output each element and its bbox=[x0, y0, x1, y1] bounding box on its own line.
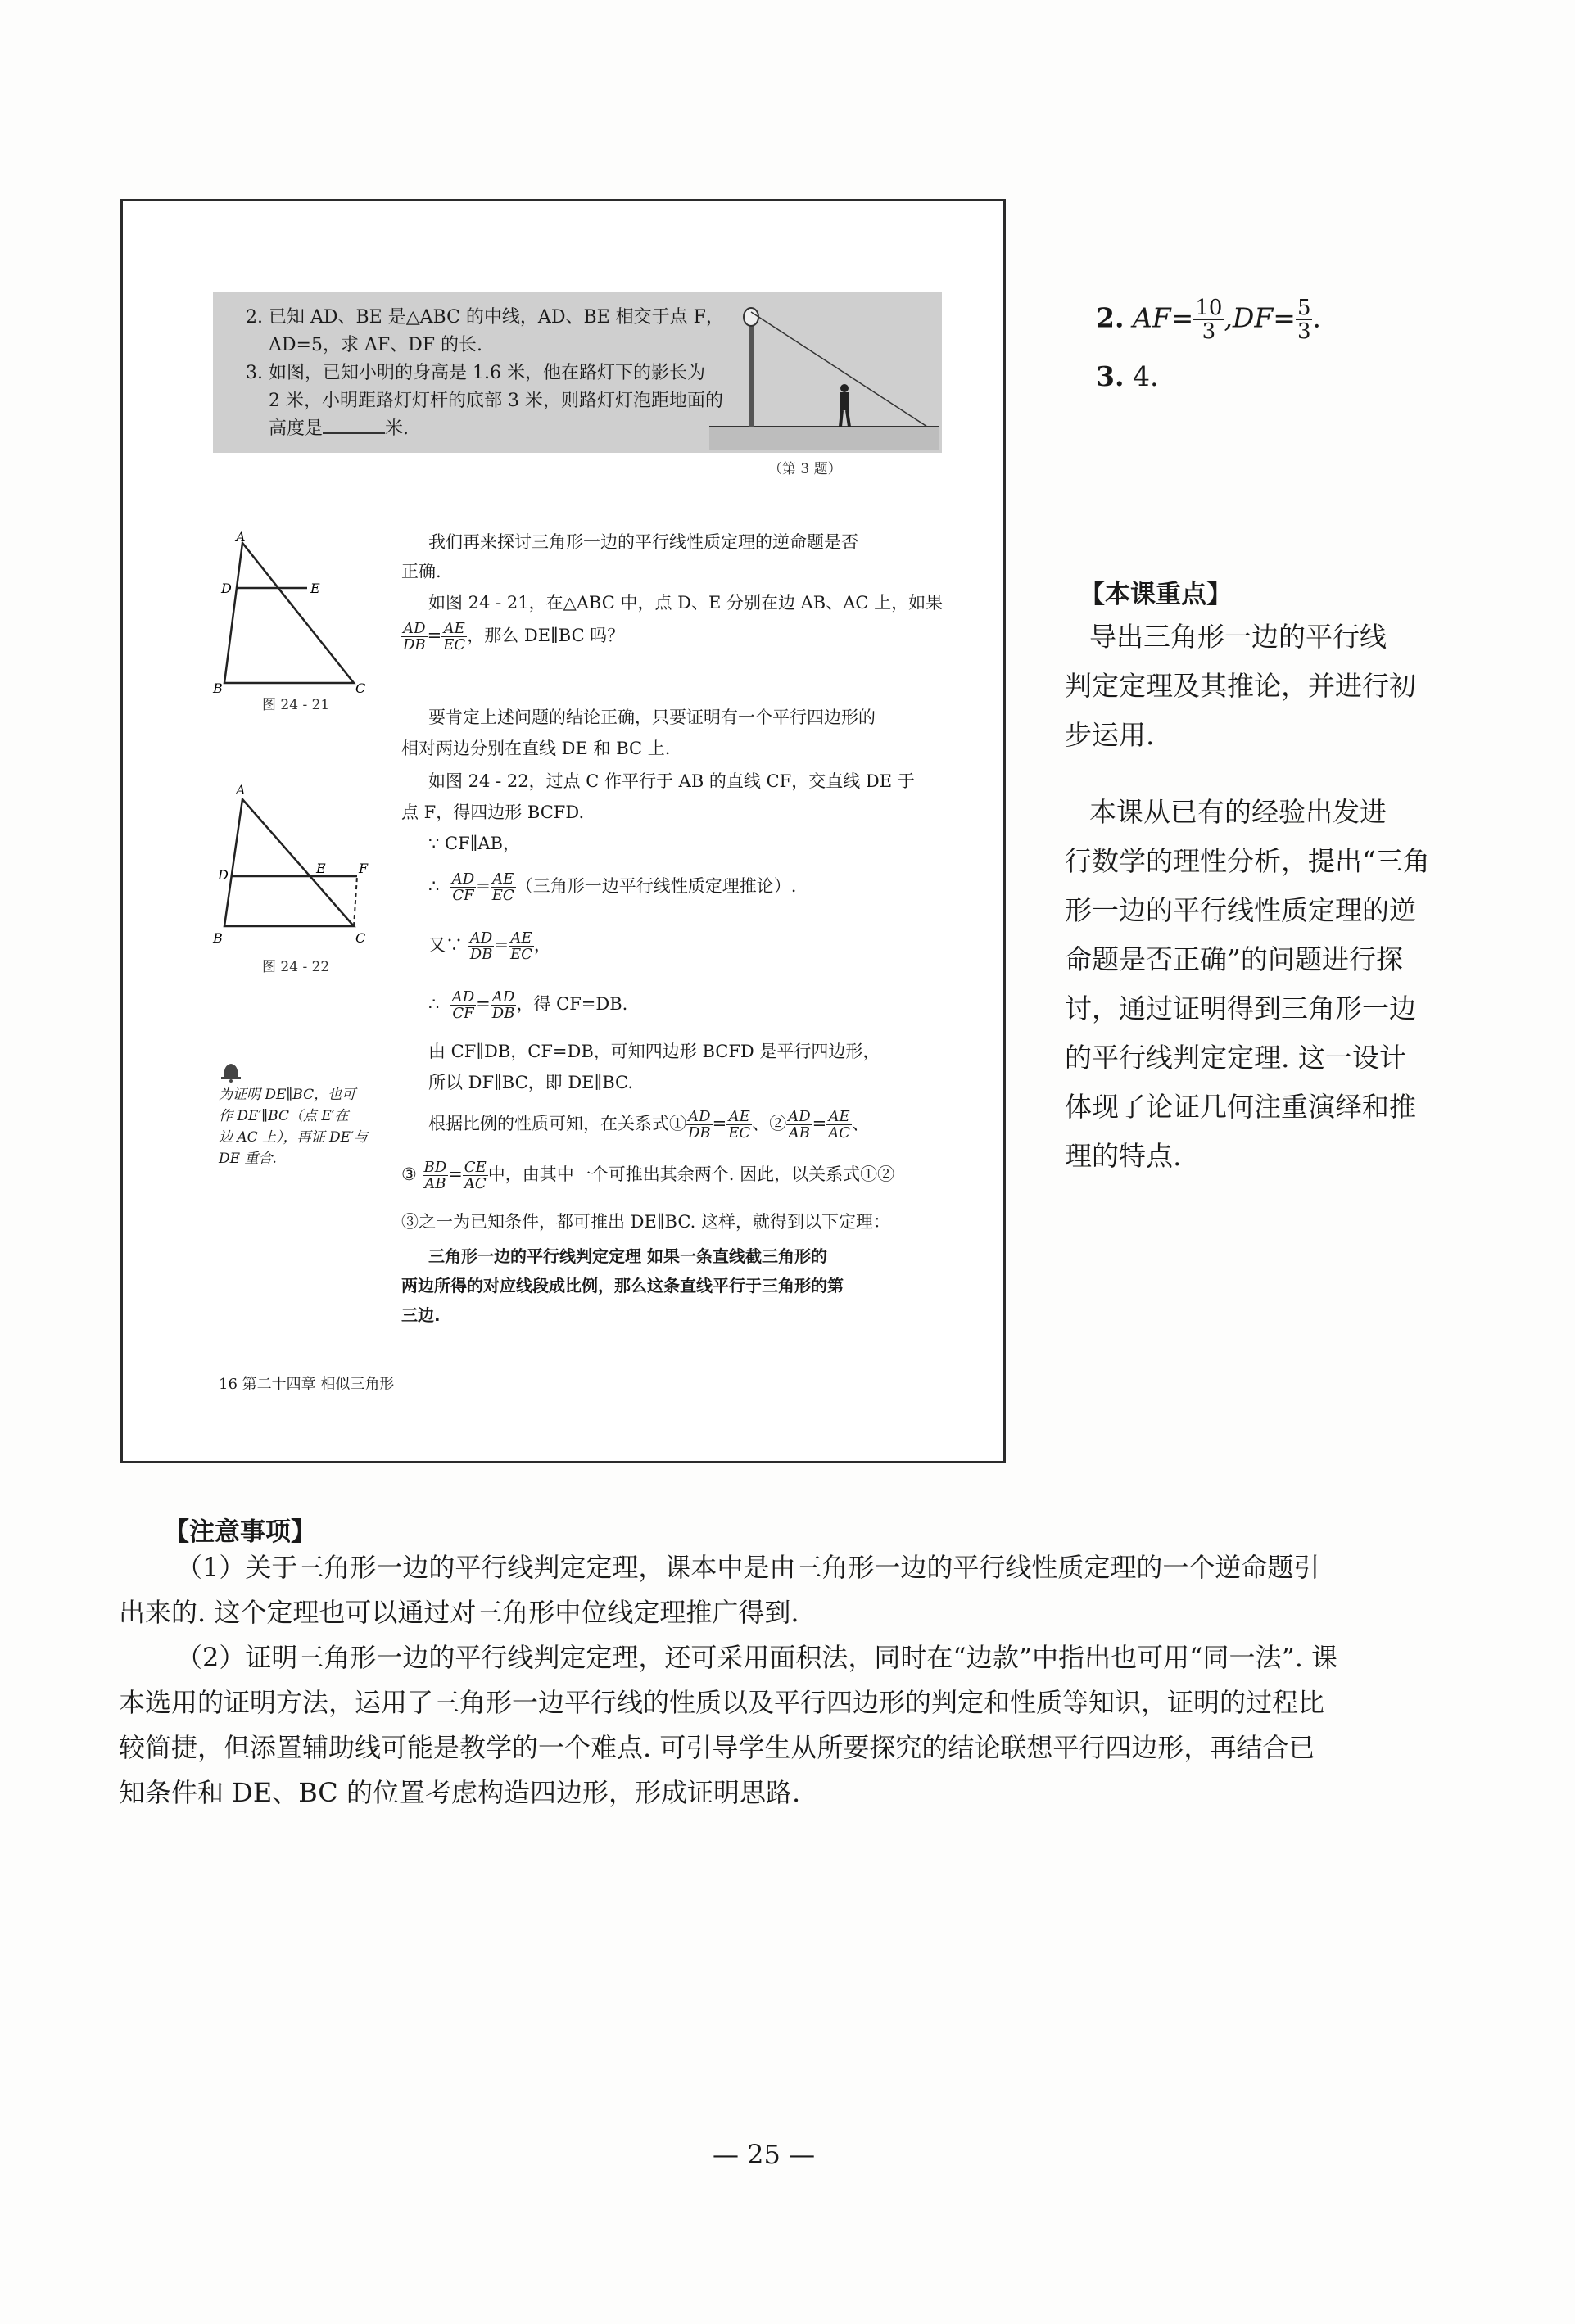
label-a: A bbox=[236, 529, 246, 545]
segment-cf bbox=[354, 876, 357, 926]
label-e: E bbox=[316, 861, 326, 876]
paragraph-2-line2: $\frac{AD}{DB}$ = $\frac{AE}{EC}$ ，那么 DE∥BC 吗？ bbox=[403, 620, 625, 653]
fraction-ad-ab: $\frac{AD}{AB}$ bbox=[788, 1108, 811, 1142]
label-d: D bbox=[221, 581, 232, 596]
label-b: B bbox=[213, 930, 223, 946]
paragraph-3-line2: 相对两边分别在直线 DE 和 BC 上. bbox=[401, 739, 671, 758]
fraction-ae-ec: $\frac{AE}{EC}$ bbox=[491, 870, 514, 904]
key-point-text bbox=[1065, 613, 1416, 760]
proof-step-1: ∵ CF∥AB， bbox=[428, 834, 520, 853]
figure-24-21 bbox=[213, 529, 366, 696]
bell-icon bbox=[219, 1060, 243, 1083]
fraction-5-3: $\frac{5}{3}$ bbox=[1297, 296, 1311, 344]
answer-blank bbox=[323, 418, 385, 434]
exercise-q3-text-b: 米. bbox=[385, 418, 410, 439]
fraction-ae-ec: $\frac{AE}{EC}$ bbox=[728, 1108, 751, 1142]
key-point-line: 判定定理及其推论，并进行初 bbox=[1065, 670, 1416, 702]
fraction-ad-cf: $\frac{AD}{CF}$ bbox=[451, 870, 475, 904]
exercise-q2-line2: AD=5，求 AF、DF 的长. bbox=[269, 335, 482, 355]
key-point-line: 导出三角形一边的平行线 bbox=[1089, 621, 1387, 653]
fraction-ad-db: $\frac{AD}{DB}$ bbox=[491, 988, 515, 1022]
lamp-pole bbox=[749, 322, 754, 427]
design-note-line: 讨，通过证明得到三角形一边 bbox=[1065, 992, 1416, 1024]
design-note-line: 体现了论证几何注重演绎和推 bbox=[1065, 1091, 1416, 1123]
notes-line: 本选用的证明方法，运用了三角形一边平行线的性质以及平行四边形的判定和性质等知识，证明的过程比 bbox=[119, 1687, 1325, 1718]
exercise-q3-line1: 3. 如图，已知小明的身高是 1.6 米，他在路灯下的影长为 bbox=[246, 363, 705, 383]
label-e: E bbox=[310, 581, 320, 596]
exercise-q3-line2: 2 米，小明距路灯灯杆的底部 3 米，则路灯灯泡距地面的 bbox=[269, 391, 723, 411]
key-point-line: 步运用. bbox=[1065, 719, 1155, 751]
design-note-line: 命题是否正确”的问题进行探 bbox=[1065, 943, 1403, 975]
paragraph-6: ③ $\frac{BD}{AB}$ = $\frac{CE}{AC}$ 中，由其中一个可推出其余两个. 因此，以关系式①② bbox=[401, 1159, 895, 1192]
figure3-caption: （第 3 题） bbox=[768, 461, 842, 477]
fraction-ae-ac: $\frac{AE}{AC}$ bbox=[828, 1108, 851, 1142]
notes-line: 知条件和 DE、BC 的位置考虑构造四边形，形成证明思路. bbox=[119, 1777, 801, 1808]
theorem-line3: 三边. bbox=[401, 1305, 441, 1325]
exercise-q2-line1: 2. 已知 AD、BE 是△ABC 的中线，AD、BE 相交于点 F， bbox=[246, 307, 724, 328]
proof-step-3: 又∵ $\frac{AD}{DB}$ = $\frac{AE}{EC}$ ， bbox=[428, 929, 551, 963]
answer-q3: 3. 4. bbox=[1096, 360, 1159, 392]
proof-step-2: ∴ $\frac{AD}{CF}$ = $\frac{AE}{EC}$ （三角形一边平行线性质定理推论）. bbox=[428, 870, 797, 904]
fraction-ad-db: $\frac{AD}{DB}$ bbox=[403, 620, 426, 653]
triangle-abc bbox=[224, 543, 354, 683]
theorem-line2: 两边所得的对应线段成比例，那么这条直线平行于三角形的第 bbox=[401, 1276, 844, 1295]
page-number: — 25 — bbox=[713, 2139, 816, 2170]
paragraph-4-line2: 点 F，得四边形 BCFD. bbox=[401, 803, 585, 822]
design-note-line: 理的特点. bbox=[1065, 1140, 1182, 1172]
paragraph-7: ③之一为已知条件，都可推出 DE∥BC. 这样，就得到以下定理： bbox=[401, 1212, 891, 1232]
book-page-footer: 16 第二十四章 相似三角形 bbox=[219, 1376, 395, 1393]
design-note-line: 的平行线判定定理. 这一设计 bbox=[1065, 1042, 1406, 1074]
fraction-ae-ec: $\frac{AE}{EC}$ bbox=[509, 929, 532, 963]
fraction-ad-db: $\frac{AD}{DB}$ bbox=[688, 1108, 711, 1142]
exercise-q3-line3 bbox=[269, 417, 409, 441]
side-note-line: 为证明 DE∥BC，也可 bbox=[219, 1087, 356, 1103]
fraction-ae-ec: $\frac{AE}{EC}$ bbox=[443, 620, 466, 653]
answer-q2: 2. AF= $\frac{10}{3}$ ,DF= $\frac{5}{3}$ . bbox=[1096, 296, 1321, 344]
side-note-line: 边 AC 上），再证 DE′与 bbox=[219, 1129, 368, 1146]
label-c: C bbox=[355, 930, 366, 946]
design-note-line: 行数学的理性分析，提出“三角 bbox=[1065, 845, 1430, 877]
label-a: A bbox=[236, 782, 246, 798]
fraction-ad-cf: $\frac{AD}{CF}$ bbox=[451, 988, 475, 1022]
paragraph-4-line1: 如图 24 - 22，过点 C 作平行于 AB 的直线 CF，交直线 DE 于 bbox=[428, 771, 915, 791]
key-point-heading: 【本课重点】 bbox=[1079, 580, 1232, 609]
notes-line: （2）证明三角形一边的平行线判定定理，还可采用面积法，同时在“边款”中指出也可用“同一法”. 课 bbox=[176, 1642, 1338, 1673]
label-c: C bbox=[355, 680, 366, 696]
exercise-q3-text-a: 高度是 bbox=[269, 418, 324, 439]
notes-text bbox=[119, 1545, 1337, 1815]
side-note-line: DE 重合. bbox=[219, 1151, 277, 1167]
light-ray bbox=[751, 312, 927, 427]
theorem-line1: 三角形一边的平行线判定定理 如果一条直线截三角形的 bbox=[428, 1246, 827, 1266]
proof-step-5: 由 CF∥DB，CF=DB，可知四边形 BCFD 是平行四边形， bbox=[428, 1042, 880, 1061]
figure-24-22-caption: 图 24 - 22 bbox=[262, 959, 330, 975]
paragraph-1-line1: 我们再来探讨三角形一边的平行线性质定理的逆命题是否 bbox=[428, 532, 858, 552]
lamp-figure bbox=[709, 304, 939, 450]
notes-line: 出来的. 这个定理也可以通过对三角形中位线定理推广得到. bbox=[119, 1597, 799, 1628]
lamp-bulb bbox=[744, 308, 758, 326]
fraction-ce-ac: $\frac{CE}{AC}$ bbox=[464, 1159, 487, 1192]
label-b: B bbox=[213, 680, 223, 696]
fraction-bd-ab: $\frac{BD}{AB}$ bbox=[423, 1159, 447, 1192]
paragraph-1-line2: 正确. bbox=[401, 562, 441, 581]
notes-line: 较简捷，但添置辅助线可能是教学的一个难点. 可引导学生从所要探究的结论联想平行四边形，再结合已 bbox=[119, 1732, 1315, 1763]
notes-line: （1）关于三角形一边的平行线判定定理，课本中是由三角形一边的平行线性质定理的一个逆命题引 bbox=[176, 1552, 1320, 1583]
triangle-abc bbox=[224, 799, 354, 926]
fraction-10-3: $\frac{10}{3}$ bbox=[1195, 296, 1223, 344]
fraction-ad-db: $\frac{AD}{DB}$ bbox=[469, 929, 493, 963]
paragraph-2-line1: 如图 24 - 21，在△ABC 中，点 D、E 分别在边 AB、AC 上，如果 bbox=[428, 593, 944, 613]
design-note-line: 形一边的平行线性质定理的逆 bbox=[1065, 894, 1416, 926]
proof-step-6: 所以 DF∥BC，即 DE∥BC. bbox=[428, 1073, 634, 1092]
figure-24-22 bbox=[213, 775, 377, 971]
textbook-page-frame bbox=[120, 199, 1006, 1463]
paragraph-5: 根据比例的性质可知，在关系式① $\frac{AD}{DB}$ = $\frac{AE}{EC}$ 、② $\frac{AD}{AB}$ = $\frac{AE}{AC}$ 、 bbox=[428, 1108, 870, 1142]
label-d: D bbox=[218, 867, 229, 883]
paragraph-3-line1: 要肯定上述问题的结论正确，只要证明有一个平行四边形的 bbox=[428, 708, 876, 727]
side-note bbox=[219, 1084, 368, 1169]
side-note-line: 作 DE′∥BC（点 E′在 bbox=[219, 1108, 349, 1124]
person-silhouette bbox=[840, 384, 849, 427]
notes-heading: 【注意事项】 bbox=[164, 1517, 316, 1547]
design-note-text bbox=[1065, 788, 1430, 1181]
label-f: F bbox=[359, 861, 369, 876]
proof-step-4: ∴ $\frac{AD}{CF}$ = $\frac{AD}{DB}$ ，得 CF=DB. bbox=[428, 988, 628, 1022]
figure-24-21-caption: 图 24 - 21 bbox=[262, 697, 330, 713]
design-note-line: 本课从已有的经验出发进 bbox=[1089, 796, 1387, 828]
exercise-box bbox=[213, 292, 942, 453]
